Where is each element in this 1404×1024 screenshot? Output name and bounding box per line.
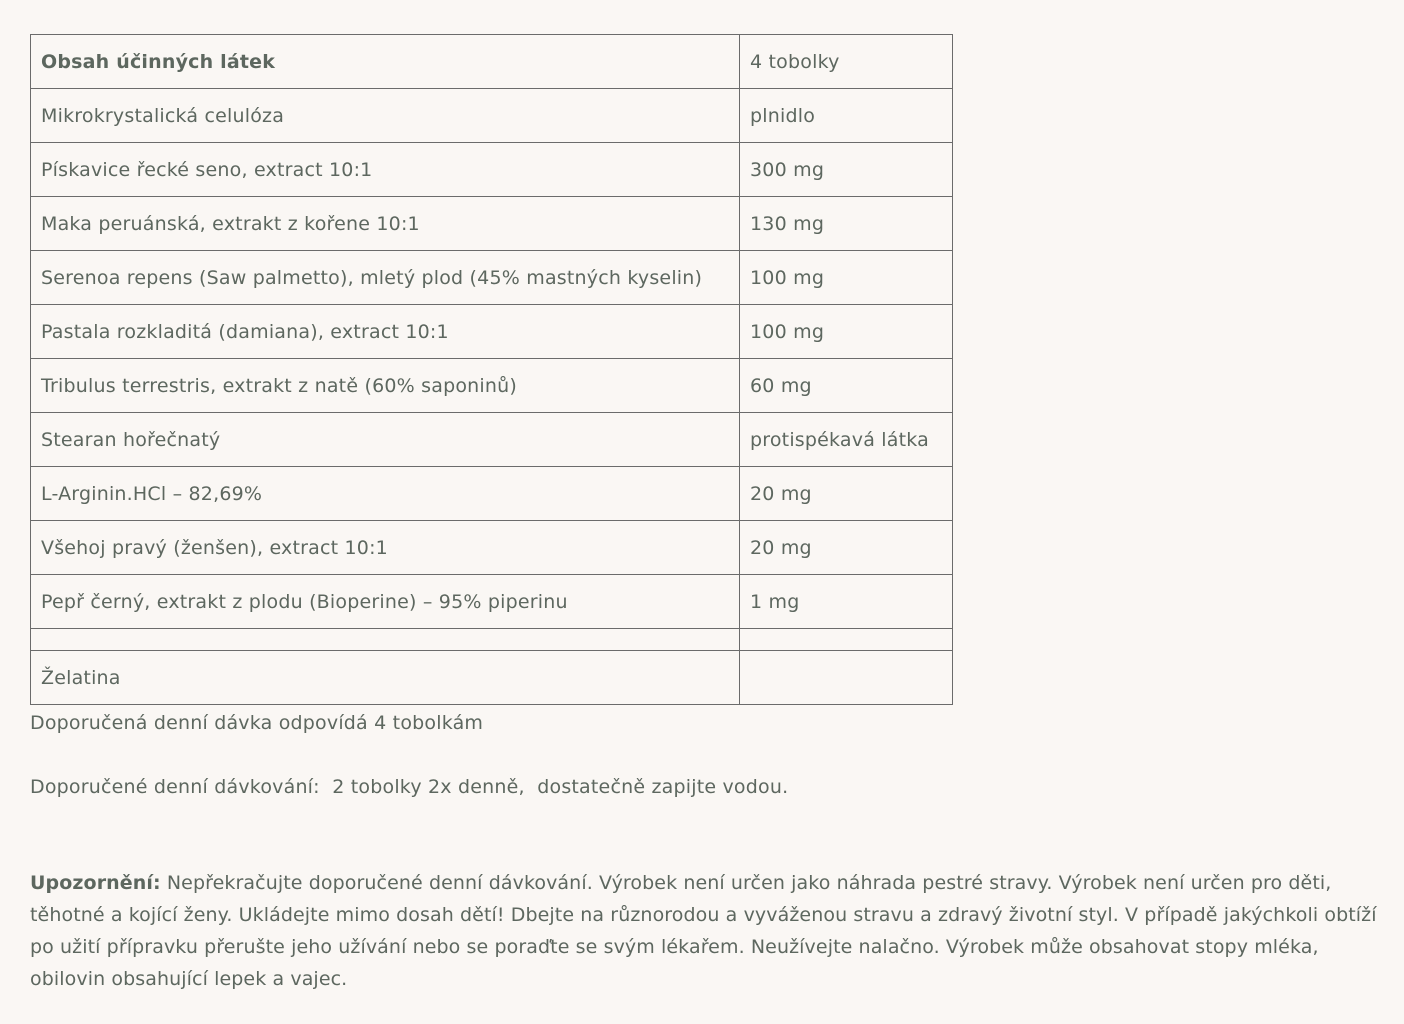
ingredient-amount	[740, 629, 953, 651]
ingredients-table	[30, 34, 953, 705]
ingredient-amount	[740, 651, 953, 705]
ingredient-name: Pepř černý, extrakt z plodu (Bioperine) – 95% piperinu	[31, 575, 740, 629]
ingredient-amount: 1 mg	[740, 575, 953, 629]
ingredient-name: Serenoa repens (Saw palmetto), mletý plod (45% mastných kyselin)	[31, 251, 740, 305]
ingredient-name: Obsah účinných látek	[31, 35, 740, 89]
ingredient-name: Tribulus terrestris, extrakt z natě (60% saponinů)	[31, 359, 740, 413]
ingredient-amount: 20 mg	[740, 467, 953, 521]
dosing-note: Doporučené denní dávkování: 2 tobolky 2x denně, dostatečně zapijte vodou.	[30, 776, 789, 798]
ingredient-name: Pískavice řecké seno, extract 10:1	[31, 143, 740, 197]
ingredient-name: L-Arginin.HCl – 82,69%	[31, 467, 740, 521]
warning-paragraph	[30, 867, 1380, 995]
ingredient-name: Všehoj pravý (ženšen), extract 10:1	[31, 521, 740, 575]
ingredient-amount: 4 tobolky	[740, 35, 953, 89]
ingredient-amount: 300 mg	[740, 143, 953, 197]
table-row	[31, 143, 953, 197]
warning-label: Upozornění:	[30, 872, 161, 894]
table-row	[31, 575, 953, 629]
warning-text: Nepřekračujte doporučené denní dávkování. Výrobek není určen jako náhrada pestré stravy. Výrobek není určen pro děti, těhotné a kojící ženy. Ukládejte mimo dosah dětí! Dbejte na různorodou a vyváženou stravu a zdravý životní styl. V případě jakýchkoli obtíží po užití přípravku přerušte jeho užívání nebo se poraďte se svým lékařem. Neužívejte nalačno. Výrobek může obsahovat stopy mléka, obilovin obsahující lepek a vajec.	[30, 872, 1377, 990]
ingredient-name: Stearan hořečnatý	[31, 413, 740, 467]
table-row-empty	[31, 629, 953, 651]
ingredient-amount: 100 mg	[740, 305, 953, 359]
ingredient-amount: 130 mg	[740, 197, 953, 251]
table-row	[31, 521, 953, 575]
ingredient-amount: plnidlo	[740, 89, 953, 143]
table-row	[31, 467, 953, 521]
table-header-row	[31, 35, 953, 89]
ingredient-amount: 100 mg	[740, 251, 953, 305]
table-row	[31, 359, 953, 413]
ingredient-amount: 20 mg	[740, 521, 953, 575]
ingredient-name: Pastala rozkladitá (damiana), extract 10:1	[31, 305, 740, 359]
table-row	[31, 197, 953, 251]
product-info-content	[30, 34, 1380, 995]
ingredient-amount: 60 mg	[740, 359, 953, 413]
table-row	[31, 651, 953, 705]
ingredient-name	[31, 629, 740, 651]
table-row	[31, 413, 953, 467]
ingredient-name: Mikrokrystalická celulóza	[31, 89, 740, 143]
ingredient-name: Želatina	[31, 651, 740, 705]
table-row	[31, 251, 953, 305]
ingredient-amount: protispékavá látka	[740, 413, 953, 467]
table-row	[31, 89, 953, 143]
ingredient-name: Maka peruánská, extrakt z kořene 10:1	[31, 197, 740, 251]
daily-dose-note: Doporučená denní dávka odpovídá 4 tobolkám	[30, 712, 484, 734]
table-row	[31, 305, 953, 359]
